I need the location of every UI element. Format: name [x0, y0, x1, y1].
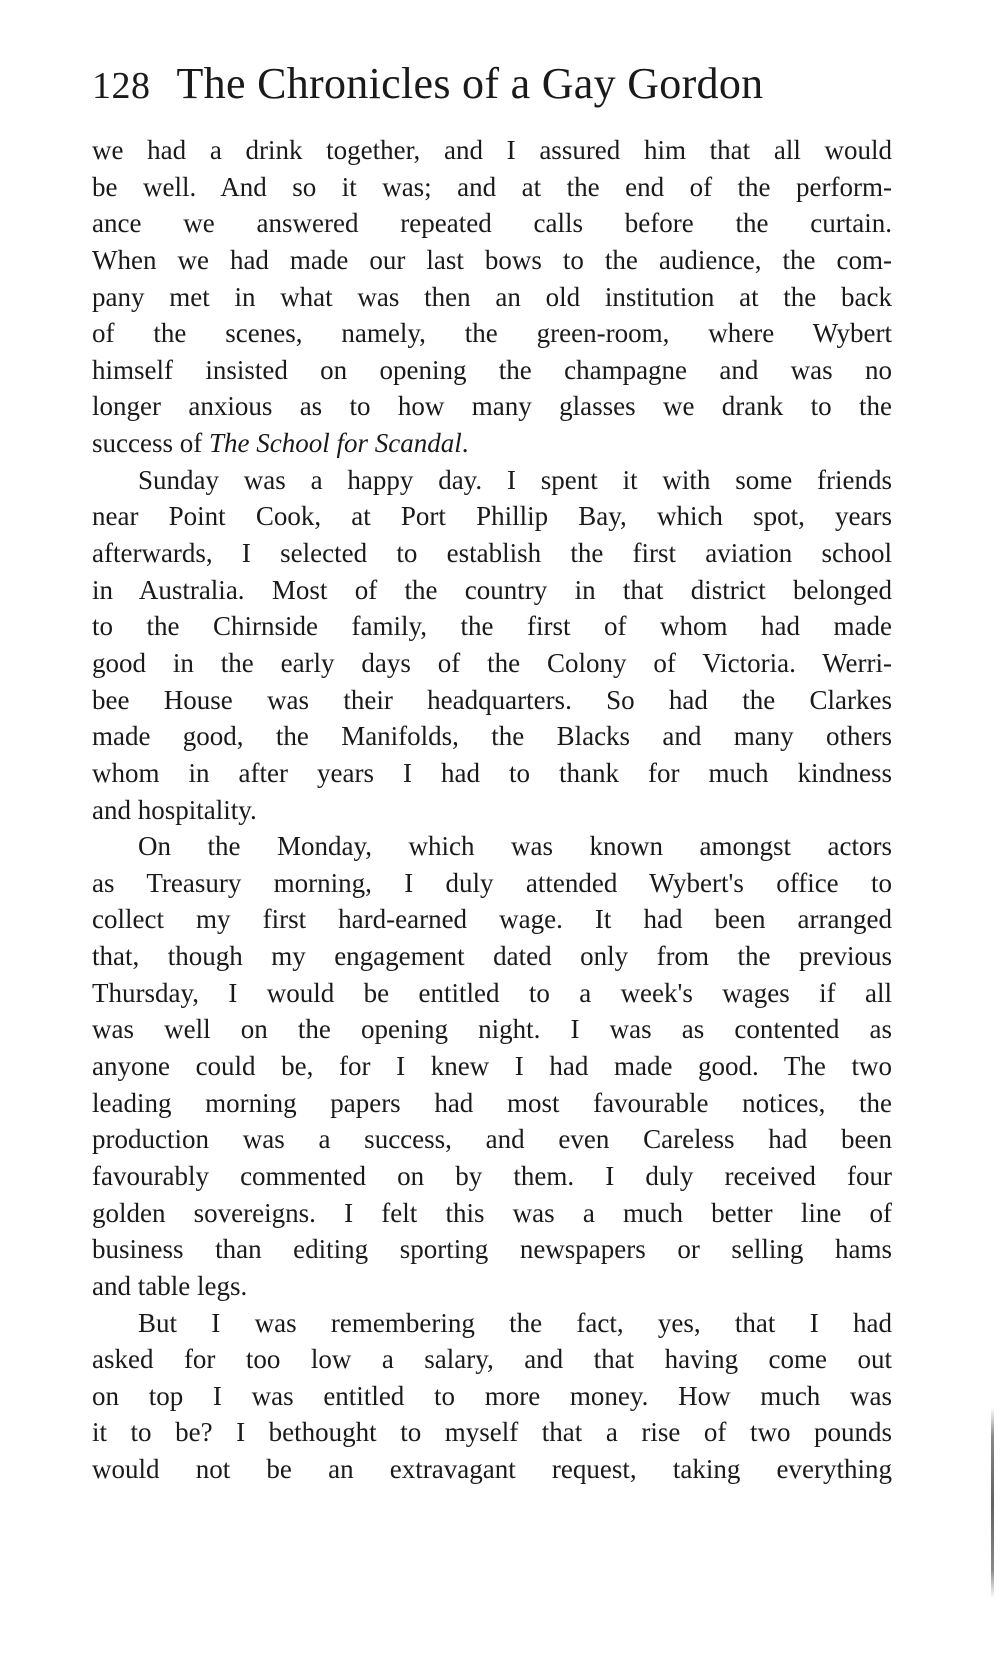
text-line: asked for too low a salary, and that having come out [92, 1344, 892, 1375]
text-line: in Australia. Most of the country in that district belonged [92, 574, 892, 605]
text-line: of the scenes, namely, the green-room, where Wybert [92, 318, 892, 349]
text-line: longer anxious as to how many glasses we drank to the [92, 391, 892, 422]
text-line: it to be? I bethought to myself that a rise of two pounds [92, 1417, 892, 1448]
text-line: ance we answered repeated calls before the curtain. [92, 208, 892, 239]
text-line: to the Chirnside family, the first of whom had made [92, 611, 892, 642]
text-line: made good, the Manifolds, the Blacks and many others [92, 721, 892, 752]
book-page [92, 58, 892, 1488]
text-line: golden sovereigns. I felt this was a much better line of [92, 1197, 892, 1228]
text-line: business than editing sporting newspapers or selling hams [92, 1234, 892, 1265]
page-edge-shadow [991, 1408, 994, 1598]
text-line: anyone could be, for I knew I had made good. The two [92, 1051, 892, 1082]
page-number: 128 [92, 65, 151, 107]
text-line: leading morning papers had most favourable notices, the [92, 1087, 892, 1118]
paragraph-start-line: But I was remembering the fact, yes, that I had [138, 1307, 892, 1338]
text-line: be well. And so it was; and at the end of the perform- [92, 171, 892, 202]
book-title: The Chronicles of a Gay Gordon [176, 59, 764, 108]
text-line: Thursday, I would be entitled to a week's wages if all [92, 977, 892, 1008]
text-line-play-title [92, 425, 892, 462]
text-line: would not be an extravagant request, taking everything [92, 1454, 892, 1485]
text-line: on top I was entitled to more money. How much was [92, 1380, 892, 1411]
paragraph-start-line: On the Monday, which was known amongst actors [138, 831, 892, 862]
running-head [92, 58, 892, 128]
text-line: bee House was their headquarters. So had the Clarkes [92, 684, 892, 715]
text-line: good in the early days of the Colony of Victoria. Werri- [92, 647, 892, 678]
text-line: pany met in what was then an old institution at the back [92, 281, 892, 312]
text-line: that, though my engagement dated only from the previous [92, 941, 892, 972]
text-line: whom in after years I had to thank for much kindness [92, 757, 892, 788]
text-line: himself insisted on opening the champagne and was no [92, 354, 892, 385]
text-line: as Treasury morning, I duly attended Wybert's office to [92, 867, 892, 898]
text-line: we had a drink together, and I assured him that all would [92, 135, 892, 165]
paragraph-start-line: Sunday was a happy day. I spent it with some friends [138, 464, 892, 495]
text-line: collect my first hard-earned wage. It had been arranged [92, 904, 892, 935]
text-line: afterwards, I selected to establish the first aviation school [92, 538, 892, 569]
body-text [92, 132, 892, 1488]
text-line: was well on the opening night. I was as contented as [92, 1014, 892, 1045]
text-line: and table legs. [92, 1270, 248, 1301]
text-line: near Point Cook, at Port Phillip Bay, which spot, years [92, 501, 892, 532]
text-line-suffix: . [461, 428, 469, 459]
text-line: and hospitality. [92, 794, 257, 825]
text-line: favourably commented on by them. I duly received four [92, 1160, 892, 1191]
text-line: production was a success, and even Careless had been [92, 1124, 892, 1155]
text-line-prefix: success of [92, 428, 209, 459]
play-title: The School for Scandal [208, 428, 462, 459]
text-line: When we had made our last bows to the audience, the com- [92, 244, 892, 275]
